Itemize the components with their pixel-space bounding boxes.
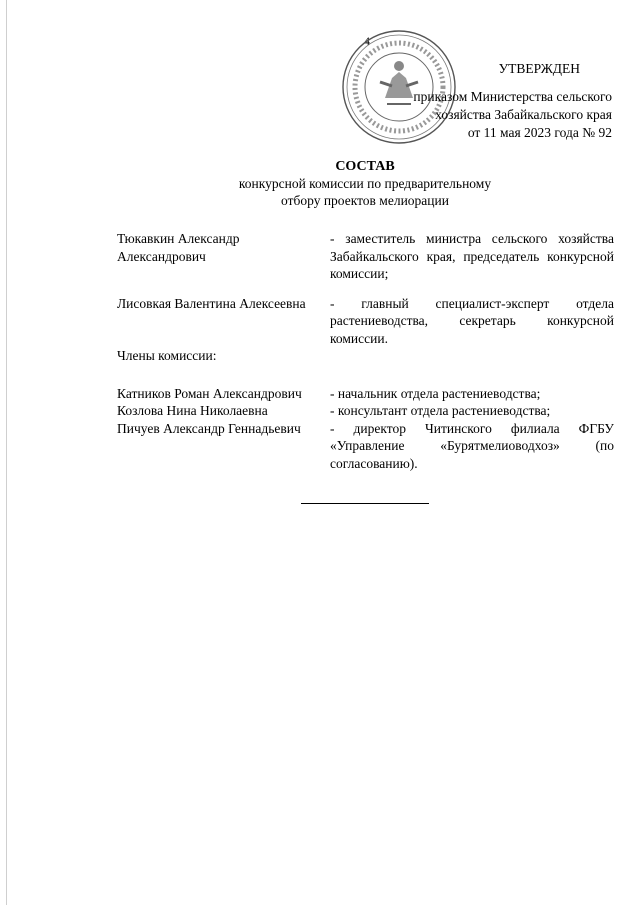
member-name: Тюкавкин Александр Александрович (117, 231, 240, 264)
member-role: - заместитель министра сельского хозяйства Забайкальского края, председатель конкурсной комиссии; (330, 231, 614, 281)
list-item (117, 420, 614, 473)
member-role: - главный специалист-эксперт отдела растениеводства, секретарь конкурсной комиссии. (330, 295, 614, 346)
page-number: 4 (364, 34, 370, 48)
scan-edge-line (6, 0, 7, 905)
member-name: Пичуев Александр Геннадьевич (117, 420, 301, 436)
list-item (117, 295, 614, 348)
member-role: - директор Читинского филиала ФГБУ «Управление «Бурятмелиоводхоз» (по согласованию). (330, 420, 614, 471)
list-item (117, 230, 614, 283)
approval-line-1: приказом Министерства сельского (413, 89, 612, 104)
document-subtitle-line-1: конкурсной комиссии по предварительному (238, 176, 492, 191)
member-name: Лисовкая Валентина Алексеевна (117, 295, 306, 311)
list-item (117, 402, 614, 420)
commission-list (117, 230, 614, 472)
members-label-row (117, 347, 614, 365)
member-name: Катников Роман Александрович (117, 385, 302, 401)
approval-block (378, 60, 612, 142)
document-title: СОСТАВ (335, 159, 395, 174)
approval-line-3: от 11 мая 2023 года № 92 (467, 125, 612, 140)
document-title-block (200, 158, 530, 209)
approval-line-2: хозяйства Забайкальского края (435, 107, 612, 122)
member-role: - консультант отдела растениеводства; (330, 403, 551, 418)
members-label: Члены комиссии: (117, 348, 217, 363)
approval-heading: УТВЕРЖДЕН (498, 61, 580, 76)
member-name: Козлова Нина Николаевна (117, 403, 268, 418)
member-role: - начальник отдела растениеводства; (330, 385, 541, 401)
end-rule-line (301, 503, 429, 504)
document-subtitle-line-2: отбору проектов мелиорации (281, 193, 449, 208)
list-item (117, 385, 614, 403)
